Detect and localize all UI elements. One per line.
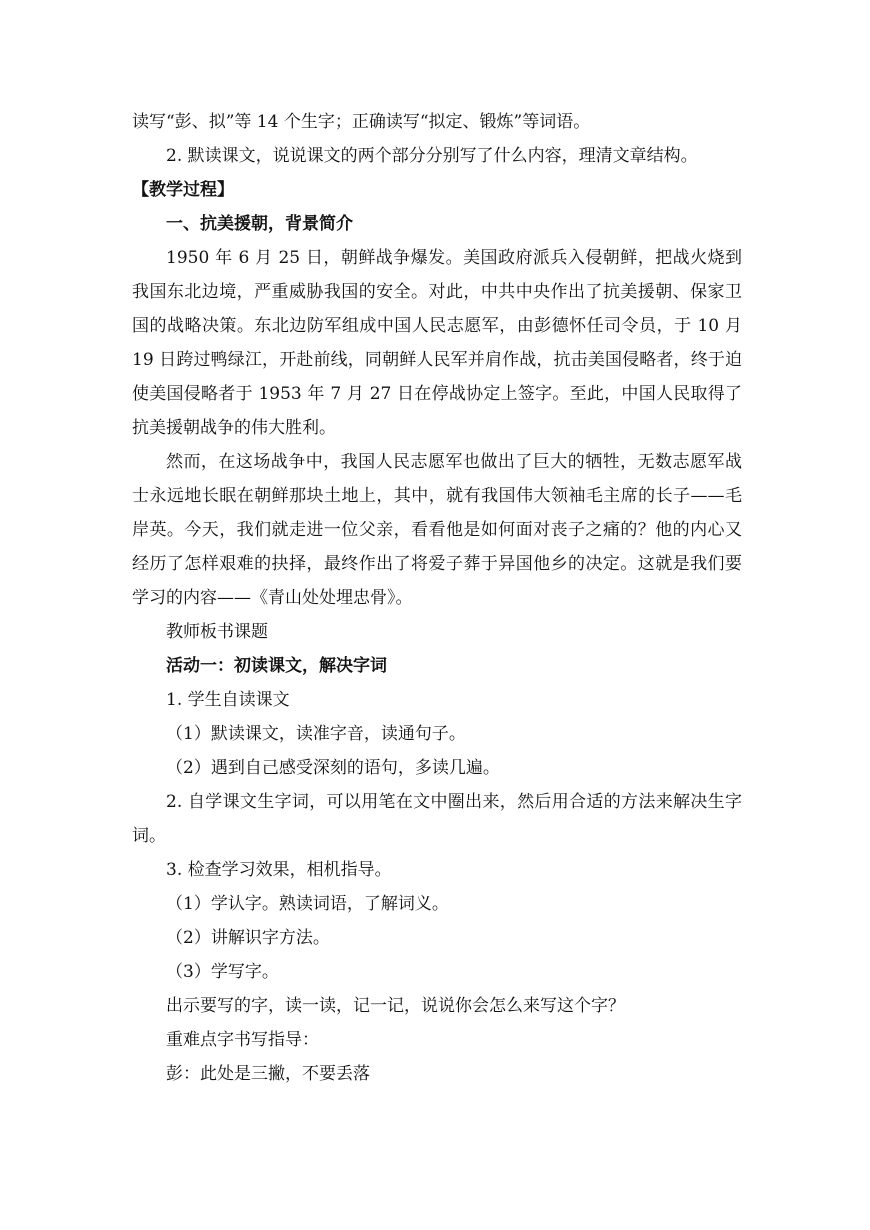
- objective-line-1: 读写“彭、拟”等 14 个生字；正确读写“拟定、锻炼”等词语。: [132, 112, 591, 132]
- step-1: 1. 学生自读课文: [166, 690, 290, 710]
- background-paragraph-2: 然而，在这场战争中，我国人民志愿军也做出了巨大的牺牲，无数志愿军战士永远地长眠在朝鲜那块土地上，其中，就有我国伟大领袖毛主席的长子——毛岸英。今天，我们就走进一位父亲，看看他是如何面对丧子之痛的？他的内心又经历了怎样艰难的抉择，最终作出了将爱子葬于异国他乡的决定。这就是我们要学习的内容——《青山处处埋忠骨》。: [132, 452, 742, 608]
- section-1-heading: 一、抗美援朝，背景简介: [166, 214, 353, 234]
- background-paragraph-1: 1950 年 6 月 25 日，朝鲜战争爆发。美国政府派兵入侵朝鲜，把战火烧到我国东北边境，严重威胁我国的安全。对此，中共中央作出了抗美援朝、保家卫国的战略决策。东北边防军组成中国人民志愿军，由彭德怀任司令员，于 10 月 19 日跨过鸭绿江，开赴前线，同朝鲜人民军并肩作战，抗击美国侵略者，终于迫使美国侵略者于 1953 年 7 月 27 日在停战协定上签字。至此，中国人民取得了抗美援朝战争的伟大胜利。: [132, 248, 742, 438]
- step-1-item-2: （2）遇到自己感受深刻的语句，多读几遍。: [166, 758, 500, 778]
- step-3-item-1: （1）学认字。熟读词语，了解词义。: [166, 894, 449, 914]
- board-title-note: 教师板书课题: [166, 622, 268, 642]
- step-3: 3. 检查学习效果，相机指导。: [166, 860, 392, 880]
- step-1-item-1: （1）默读课文，读准字音，读通句子。: [166, 724, 466, 744]
- teaching-process-heading: 【教学过程】: [132, 180, 234, 200]
- step-3-item-2: （2）讲解识字方法。: [166, 928, 330, 948]
- step-2: 2. 自学课文生字词，可以用笔在文中圈出来，然后用合适的方法来解决生字词。: [132, 792, 742, 846]
- writing-guide-heading: 重难点字书写指导：: [166, 1030, 319, 1050]
- activity-1-heading: 活动一：初读课文，解决字词: [166, 656, 387, 676]
- document-body: [132, 105, 742, 1091]
- writing-guide-peng: 彭：此处是三撇，不要丢落: [166, 1064, 370, 1084]
- step-3-item-3: （3）学写字。: [166, 962, 279, 982]
- show-characters-prompt: 出示要写的字，读一读，记一记，说说你会怎么来写这个字？: [166, 996, 625, 1016]
- objective-line-2: 2. 默读课文，说说课文的两个部分分别写了什么内容，理清文章结构。: [166, 146, 698, 166]
